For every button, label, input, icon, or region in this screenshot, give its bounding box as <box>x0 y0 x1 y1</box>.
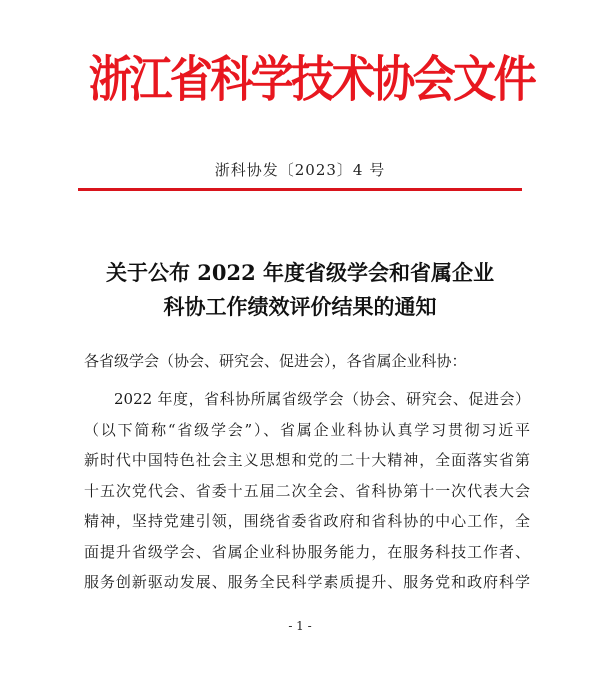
body-paragraph <box>84 384 530 598</box>
notice-title <box>60 256 540 324</box>
body-line: 面提升省级学会、省属企业科协服务能力，在服务科技工作者、 <box>84 542 530 561</box>
body-line: 十五次党代会、省委十五届二次全会、省科协第十一次代表大会 <box>84 481 530 500</box>
issuer-header-title: 浙江省科学技术协会文件 <box>88 50 535 108</box>
page-number: - 1 - <box>288 619 312 633</box>
notice-title-line-1: 关于公布 2022 年度省级学会和省属企业 <box>105 260 495 285</box>
body-line: 精神，坚持党建引领，围绕省委省政府和省科协的中心工作，全 <box>84 512 530 530</box>
notice-title-line-2: 科协工作绩效评价结果的通知 <box>163 294 437 319</box>
salutation: 各省级学会（协会、研究会、促进会），各省属企业科协： <box>84 352 467 370</box>
document-number: 浙科协发〔2023〕4 号 <box>214 161 386 179</box>
body-line: 2022 年度，省科协所属省级学会（协会、研究会、促进会） <box>114 390 530 408</box>
red-separator-line <box>78 188 522 191</box>
body-line: 新时代中国特色社会主义思想和党的二十大精神，全面落实省第 <box>84 451 530 469</box>
body-line: 服务创新驱动发展、服务全民科学素质提升、服务党和政府科学 <box>84 573 530 591</box>
body-line: （以下简称“省级学会”）、省属企业科协认真学习贯彻习近平 <box>84 420 530 439</box>
